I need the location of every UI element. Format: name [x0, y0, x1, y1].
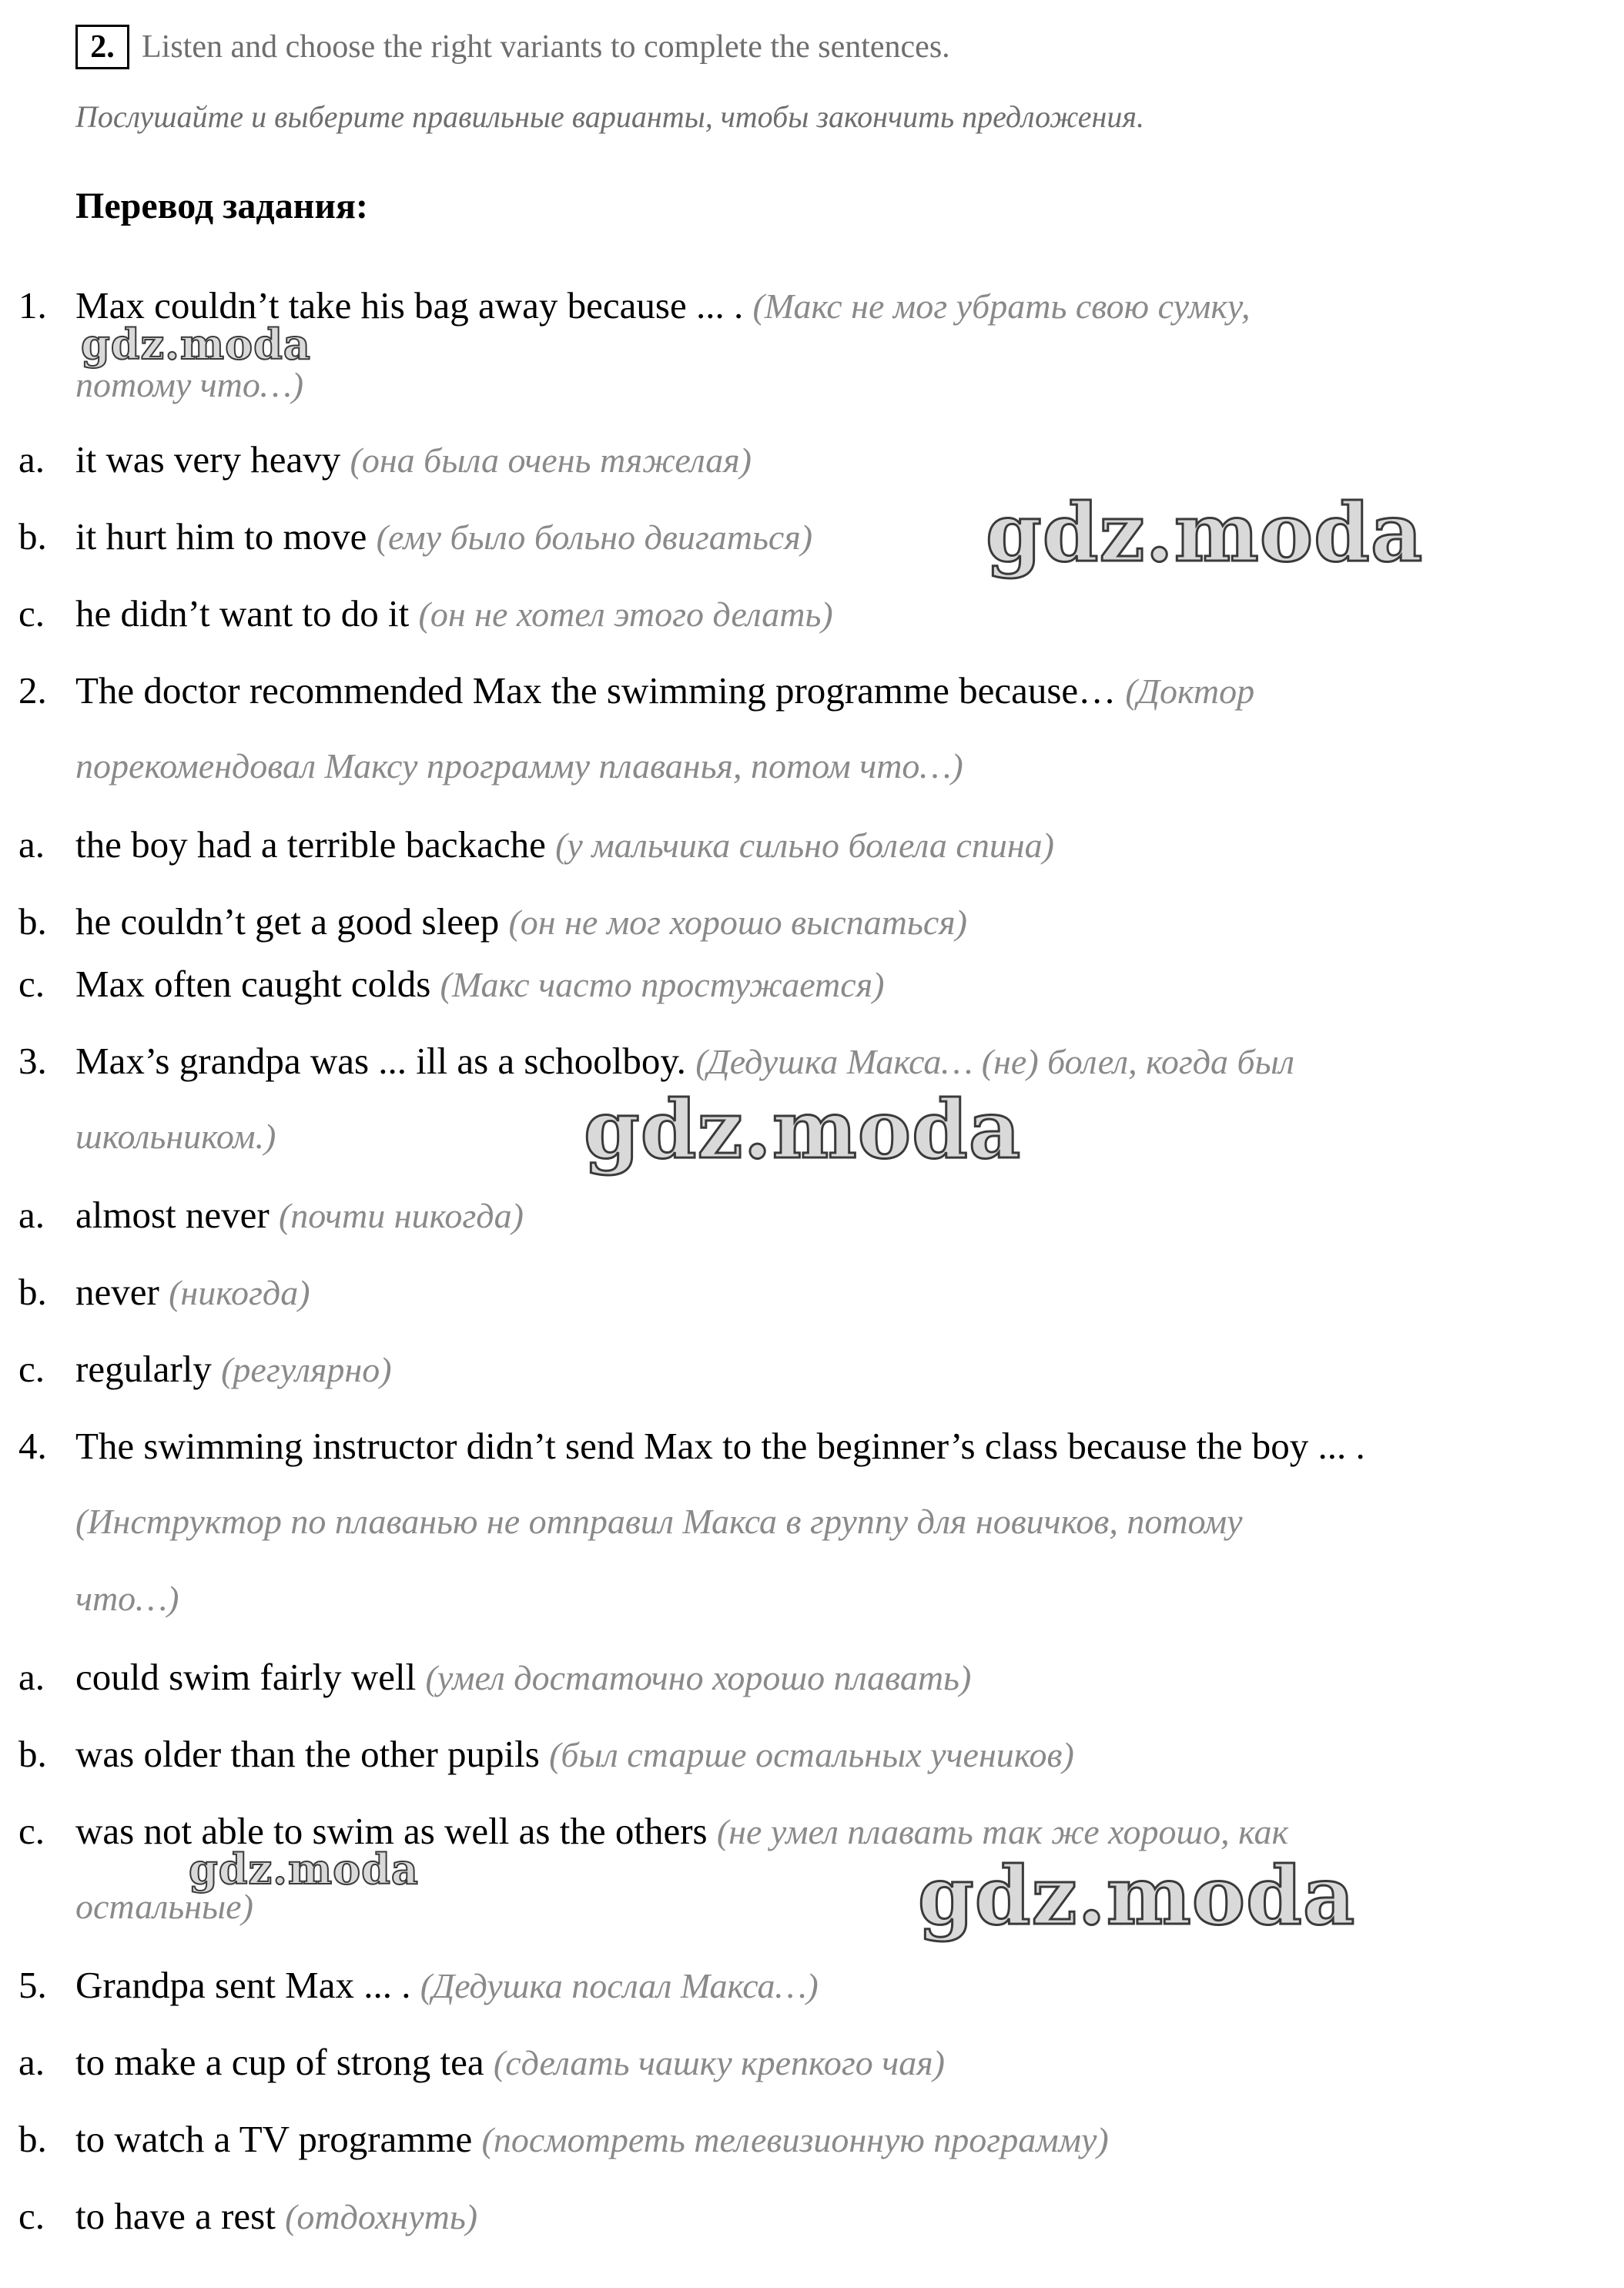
question-2-option-b — [75, 900, 967, 943]
question-translation: (Доктор — [1125, 672, 1255, 711]
question-3-translation-cont: школьником.) — [75, 1117, 276, 1156]
question-1 — [75, 284, 1251, 327]
option-marker: b. — [18, 2118, 47, 2160]
task-header — [75, 23, 950, 71]
option-text: regularly — [75, 1348, 222, 1390]
question-2 — [75, 669, 1255, 712]
option-marker: a. — [18, 2041, 45, 2083]
option-text: it was very heavy — [75, 438, 350, 481]
question-3-marker: 3. — [18, 1040, 47, 1082]
question-5-marker: 5. — [18, 1964, 47, 2006]
question-text: The swimming instructor didn’t send Max to the beginner’s class because the boy ... . — [75, 1425, 1365, 1467]
question-5 — [75, 1966, 819, 2004]
option-translation: (посмотреть телевизионную программу) — [481, 2120, 1109, 2159]
question-3 — [75, 1042, 1294, 1080]
question-1-translation-cont: потому что…) — [75, 365, 304, 404]
option-text: almost never — [75, 1194, 279, 1236]
question-3-option-c — [75, 1350, 392, 1388]
question-text: Grandpa sent Max ... . — [75, 1964, 420, 2006]
question-1-option-a — [75, 438, 752, 481]
option-marker: c. — [18, 1348, 45, 1390]
question-2-option-a — [75, 823, 1054, 866]
question-4-translation-cont2: что…) — [75, 1579, 179, 1618]
question-4-option-c-translation-cont: остальные) — [75, 1887, 253, 1926]
question-5-option-b — [75, 2120, 1109, 2158]
watermark: gdz.moda — [584, 1082, 1022, 1177]
option-marker: b. — [18, 900, 47, 943]
option-translation: (он не хотел этого делать) — [418, 595, 833, 634]
option-text: Max often caught colds — [75, 963, 440, 1005]
option-text: to watch a TV programme — [75, 2118, 482, 2160]
question-1-marker: 1. — [18, 284, 47, 327]
option-marker: b. — [18, 1271, 47, 1313]
option-text: it hurt him to move — [75, 515, 377, 558]
option-translation: (регулярно) — [221, 1350, 392, 1389]
task-instruction-ru: Послушайте и выберите правильные варианты, чтобы закончить предложения. — [75, 99, 1144, 134]
option-marker: a. — [18, 823, 45, 866]
option-marker: b. — [18, 515, 47, 558]
watermark: gdz.moda — [189, 1844, 419, 1894]
option-translation: (Макс часто простужается) — [440, 965, 885, 1004]
option-translation: (отдохнуть) — [285, 2197, 478, 2236]
question-translation: (Дедушка послал Макса…) — [420, 1966, 819, 2005]
option-text: the boy had a terrible backache — [75, 823, 556, 866]
question-1-option-c — [75, 592, 833, 635]
task-number: 2. — [75, 25, 129, 69]
question-5-option-c — [75, 2197, 477, 2235]
question-2-option-c — [75, 965, 884, 1003]
option-marker: c. — [18, 1810, 45, 1852]
option-marker: b. — [18, 1733, 47, 1775]
option-translation: (ему было больно двигаться) — [376, 518, 813, 557]
question-text: Max couldn’t take his bag away because ... . — [75, 284, 753, 327]
question-4-marker: 4. — [18, 1425, 47, 1467]
question-3-option-b — [75, 1273, 310, 1311]
watermark: gdz.moda — [918, 1848, 1356, 1943]
option-translation: (не умел плавать так же хорошо, как — [716, 1812, 1289, 1851]
option-marker: a. — [18, 1194, 45, 1236]
option-marker: c. — [18, 963, 45, 1005]
question-2-translation-cont: порекомендовал Максу программу плаванья, потом что…) — [75, 746, 963, 786]
option-text: to have a rest — [75, 2195, 286, 2237]
question-2-marker: 2. — [18, 669, 47, 712]
option-text: to make a cup of strong tea — [75, 2041, 494, 2083]
option-text: could swim fairly well — [75, 1656, 426, 1698]
translation-heading: Перевод задания: — [75, 186, 368, 226]
option-translation: (она была очень тяжелая) — [350, 441, 752, 480]
question-5-option-a — [75, 2043, 945, 2081]
question-1-option-b — [75, 515, 813, 558]
watermark: gdz.moda — [81, 320, 311, 369]
question-text: The doctor recommended Max the swimming programme because… — [75, 669, 1126, 712]
option-text: was not able to swim as well as the others — [75, 1810, 717, 1852]
option-text: was older than the other pupils — [75, 1733, 550, 1775]
question-3-option-a — [75, 1196, 524, 1234]
option-translation: (умел достаточно хорошо плавать) — [425, 1658, 972, 1697]
option-marker: c. — [18, 2195, 45, 2237]
question-translation: (Макс не мог убрать свою сумку, — [752, 286, 1251, 326]
question-4-option-a — [75, 1658, 971, 1696]
option-text: he didn’t want to do it — [75, 592, 419, 635]
option-translation: (был старше остальных учеников) — [549, 1735, 1074, 1774]
option-translation: (сделать чашку крепкого чая) — [493, 2043, 945, 2082]
option-translation: (у мальчика сильно болела спина) — [555, 826, 1054, 865]
question-4-option-b — [75, 1735, 1074, 1773]
option-translation: (он не мог хорошо выспаться) — [508, 903, 967, 942]
question-translation: (Дедушка Макса… (не) болел, когда был — [695, 1042, 1294, 1081]
option-marker: a. — [18, 1656, 45, 1698]
question-4 — [75, 1427, 1365, 1465]
watermark: gdz.moda — [986, 485, 1424, 580]
question-4-translation-cont: (Инструктор по плаванью не отправил Макса в группу для новичков, потому — [75, 1502, 1243, 1541]
option-translation: (никогда) — [169, 1273, 310, 1312]
option-text: he couldn’t get a good sleep — [75, 900, 509, 943]
option-marker: c. — [18, 592, 45, 635]
option-text: never — [75, 1271, 169, 1313]
question-text: Max’s grandpa was ... ill as a schoolboy. — [75, 1040, 696, 1082]
task-instruction-en: Listen and choose the right variants to complete the sentences. — [142, 29, 950, 65]
option-marker: a. — [18, 438, 45, 481]
option-translation: (почти никогда) — [278, 1196, 524, 1235]
